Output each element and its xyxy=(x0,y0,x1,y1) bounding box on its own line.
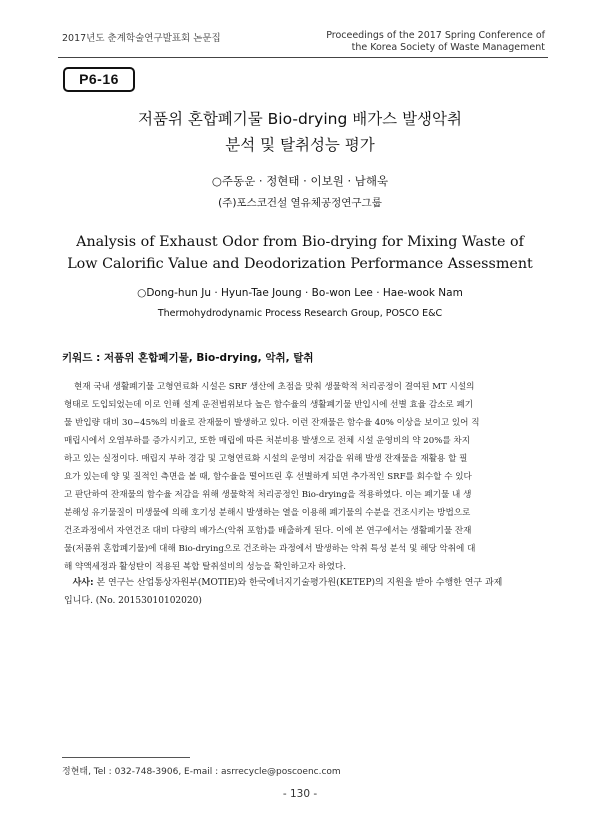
abstract-line: 건조과정에서 자연건조 대비 다량의 배가스(악취 포함)를 배출하게 된다. 이에 본 연구에서는 생활폐기물 잔재 xyxy=(64,526,472,536)
running-header-left: 2017년도 춘계학술연구발표회 논문집 xyxy=(62,33,221,44)
abstract-body xyxy=(64,378,538,576)
abstract-line: 형태로 도입되었는데 이로 인해 설계 운전범위보다 높은 함수율의 생활폐기물 반입시에 선별 효율 감소로 폐기 xyxy=(64,400,474,410)
abstract-line: 하고 있는 실정이다. 매립지 부하 경감 및 고형연료화 시설의 운영비 저감을 위해 발생 잔재물을 재활용 할 필 xyxy=(64,454,468,464)
korean-title xyxy=(40,106,560,158)
corresponding-author-footnote: 정현태, Tel : 032-748-3906, E-mail : asrrecycle@poscoenc.com xyxy=(62,767,341,777)
korean-affiliation: (주)포스코건설 열유체공정연구그룹 xyxy=(218,197,382,209)
korean-authors: ○주동운 · 정현태 · 이보원 · 남해욱 xyxy=(211,174,389,188)
paper-id-badge: P6-16 xyxy=(63,67,135,92)
korean-title-line1: 저품위 혼합폐기물 Bio-drying 배가스 발생악취 xyxy=(138,110,462,128)
running-header-right-line2: the Korea Society of Waste Management xyxy=(351,42,545,53)
abstract-line: 물 반입량 대비 30~45%의 비율로 잔재물이 발생하고 있다. 이런 잔재물은 함수율 40% 이상을 보이고 있어 직 xyxy=(64,418,480,428)
abstract-line: 고 판단하여 잔재물의 함수율 저감을 위해 생물학적 처리공정인 Bio-drying을 적용하였다. 이는 폐기물 내 생 xyxy=(64,490,472,500)
page-number: - 130 - xyxy=(282,788,318,800)
acknowledgement-label: 사사: xyxy=(72,578,94,588)
abstract-line: 요가 있는데 양 및 질적인 측면을 볼 때, 함수율을 떨어뜨린 후 선별하게 되면 추가적인 SRF를 회수할 수 있다 xyxy=(64,472,472,482)
keywords: 키워드 : 저품위 혼합폐기물, Bio-drying, 악취, 탈취 xyxy=(62,352,314,364)
running-header-right xyxy=(326,30,545,54)
abstract-line: 매립시에서 오염부하를 증가시키고, 또한 매립에 따른 처분비용 발생으로 전체 시설 운영비의 약 20%를 차지 xyxy=(64,436,471,446)
english-title xyxy=(40,231,560,275)
english-affiliation: Thermohydrodynamic Process Research Group, POSCO E&C xyxy=(157,308,443,319)
acknowledgement-line1 xyxy=(64,574,538,592)
english-authors: ○Dong-hun Ju · Hyun-Tae Joung · Bo-won Lee · Hae-wook Nam xyxy=(137,287,463,299)
abstract-line: 분해성 유기물질이 미생물에 의해 호기성 분해시 발생하는 열을 이용해 폐기물의 수분을 건조시키는 방법으로 xyxy=(64,508,471,518)
abstract-line: 해 약액세정과 활성탄이 적용된 복합 탈취설비의 성능을 확인하고자 하였다. xyxy=(64,562,346,572)
acknowledgement-line2: 입니다. (No. 20153010102020) xyxy=(64,596,202,606)
abstract-line: 현재 국내 생활폐기물 고형연료화 시설은 SRF 생산에 초점을 맞춰 생물학적 처리공정이 결여된 MT 시설의 xyxy=(74,382,475,392)
abstract-line: 물(저품위 혼합폐기물)에 대해 Bio-drying으로 건조하는 과정에서 발생하는 악취 특성 분석 및 해당 악취에 대 xyxy=(64,544,476,554)
english-title-line2: Low Calorific Value and Deodorization Performance Assessment xyxy=(67,256,533,272)
acknowledgement xyxy=(64,574,538,610)
acknowledgement-text1: 본 연구는 산업통상자원부(MOTIE)와 한국에너지기술평가원(KETEP)의 지원을 받아 수행한 연구 과제 xyxy=(96,578,503,588)
header-divider xyxy=(58,57,548,58)
korean-title-line2: 분석 및 탈취성능 평가 xyxy=(225,136,375,154)
english-title-line1: Analysis of Exhaust Odor from Bio-drying for Mixing Waste of xyxy=(76,234,524,250)
running-header-right-line1: Proceedings of the 2017 Spring Conference of xyxy=(326,30,545,41)
footnote-divider xyxy=(62,757,190,758)
